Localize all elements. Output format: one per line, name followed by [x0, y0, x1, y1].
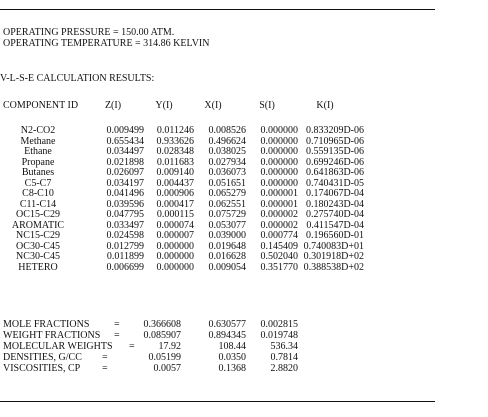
- table-cell-k: 0.740431D-05: [305, 177, 364, 189]
- component-name: OC15-C29: [16, 209, 60, 220]
- table-cell-x: 0.065279: [208, 188, 246, 199]
- summary-value: 108.44: [218, 341, 246, 352]
- table-cell-z: 0.006699: [106, 261, 144, 273]
- summary-value: 536.34: [270, 341, 298, 352]
- table-cell-s: 0.000000: [260, 167, 298, 178]
- table-cell-s: 0.000000: [260, 177, 298, 189]
- table-cell-k: 0.710965D-06: [305, 135, 364, 147]
- table-cell-z: 0.041496: [106, 188, 144, 199]
- table-cell-s: 0.000000: [260, 146, 298, 157]
- operating-temperature-line: OPERATING TEMPERATURE = 314.86 KELVIN: [3, 38, 210, 49]
- table-cell-k: 0.641863D-06: [305, 167, 364, 178]
- column-header-k: K(I): [316, 100, 334, 111]
- summary-equals: =: [102, 363, 108, 374]
- table-cell-k: 0.275740D-04: [305, 209, 364, 220]
- summary-value: 0.0057: [153, 363, 181, 374]
- table-cell-k: 0.180243D-04: [305, 198, 364, 210]
- table-cell-y: 0.000074: [156, 219, 194, 231]
- summary-equals: =: [102, 352, 108, 363]
- table-cell-s: 0.000000: [260, 156, 298, 168]
- summary-value: 17.92: [158, 341, 181, 352]
- table-cell-y: 0.933626: [156, 135, 194, 147]
- summary-value: 0.05199: [148, 352, 181, 363]
- table-cell-z: 0.039596: [106, 198, 144, 210]
- summary-value: 0.019748: [260, 330, 298, 341]
- table-cell-k: 0.699246D-06: [305, 156, 364, 168]
- table-cell-y: 0.000115: [156, 209, 194, 220]
- table-cell-x: 0.075729: [208, 209, 246, 220]
- component-name: C5-C7: [24, 177, 52, 189]
- component-name: NC15-C29: [16, 230, 60, 241]
- table-cell-s: 0.000001: [260, 198, 298, 210]
- component-name: Ethane: [24, 146, 52, 157]
- column-header-x: X(I): [204, 100, 222, 111]
- table-cell-x: 0.053077: [208, 219, 246, 231]
- table-cell-z: 0.012799: [106, 240, 144, 252]
- component-name: OC30-C45: [16, 240, 60, 252]
- summary-label: VISCOSITIES, CP: [3, 363, 81, 374]
- top-rule: [0, 9, 435, 10]
- table-cell-k: 0.301918D+02: [303, 251, 364, 262]
- summary-value: 0.0350: [218, 352, 246, 363]
- component-name: C11-C14: [19, 198, 57, 210]
- table-cell-k: 0.740083D+01: [303, 240, 364, 252]
- table-cell-y: 0.000000: [156, 251, 194, 262]
- table-cell-x: 0.036073: [208, 167, 246, 178]
- table-cell-s: 0.000774: [260, 230, 298, 241]
- table-cell-y: 0.000000: [156, 261, 194, 273]
- component-name: C8-C10: [22, 188, 54, 199]
- table-cell-z: 0.026097: [106, 167, 144, 178]
- summary-label: MOLE FRACTIONS: [3, 319, 90, 330]
- table-cell-z: 0.021898: [106, 156, 144, 168]
- table-cell-s: 0.351770: [260, 261, 298, 273]
- table-cell-x: 0.496624: [208, 135, 246, 147]
- table-cell-y: 0.000417: [156, 198, 194, 210]
- table-cell-y: 0.011683: [156, 156, 194, 168]
- table-cell-s: 0.145409: [260, 240, 298, 252]
- summary-value: 0.002815: [260, 319, 298, 330]
- table-cell-k: 0.388538D+02: [303, 261, 364, 273]
- table-cell-x: 0.039000: [208, 230, 246, 241]
- column-header-s: S(I): [259, 100, 275, 111]
- summary-equals: =: [129, 341, 135, 352]
- table-cell-k: 0.559135D-06: [305, 146, 364, 157]
- table-cell-k: 0.196560D-01: [305, 230, 364, 241]
- table-cell-y: 0.000007: [156, 230, 194, 241]
- summary-label: MOLECULAR WEIGHTS: [3, 341, 113, 352]
- operating-pressure-line: OPERATING PRESSURE = 150.00 ATM.: [3, 27, 175, 38]
- summary-value: 0.085907: [143, 330, 181, 341]
- column-header-z: Z(I): [104, 100, 122, 111]
- table-cell-k: 0.411547D-04: [306, 219, 364, 231]
- summary-equals: =: [114, 319, 120, 330]
- table-cell-z: 0.034197: [106, 177, 144, 189]
- table-cell-z: 0.655434: [106, 135, 144, 147]
- component-name: Propane: [21, 156, 55, 168]
- table-cell-z: 0.034497: [106, 146, 144, 157]
- summary-label: DENSITIES, G/CC: [3, 352, 82, 363]
- table-cell-y: 0.011246: [156, 125, 194, 136]
- summary-value: 0.894345: [208, 330, 246, 341]
- summary-equals: =: [114, 330, 120, 341]
- component-name: HETERO: [18, 261, 58, 273]
- table-cell-k: 0.833209D-06: [305, 125, 364, 136]
- table-cell-y: 0.000000: [156, 240, 194, 252]
- table-cell-z: 0.024598: [106, 230, 144, 241]
- summary-value: 0.1368: [218, 363, 246, 374]
- table-cell-s: 0.000000: [260, 135, 298, 147]
- table-cell-y: 0.000906: [156, 188, 194, 199]
- table-cell-x: 0.009054: [208, 261, 246, 273]
- table-cell-x: 0.027934: [208, 156, 246, 168]
- table-cell-y: 0.004437: [156, 177, 194, 189]
- table-cell-s: 0.502040: [260, 251, 298, 262]
- summary-value: 0.366608: [143, 319, 181, 330]
- table-cell-x: 0.038025: [208, 146, 246, 157]
- table-cell-y: 0.009140: [156, 167, 194, 178]
- column-header-y: Y(I): [155, 100, 173, 111]
- table-cell-z: 0.047795: [106, 209, 144, 220]
- summary-value: 0.630577: [208, 319, 246, 330]
- table-cell-z: 0.033497: [106, 219, 144, 231]
- component-name: NC30-C45: [16, 251, 60, 262]
- table-cell-x: 0.016628: [208, 251, 246, 262]
- component-name: N2-CO2: [20, 125, 56, 136]
- component-name: AROMATIC: [11, 219, 65, 231]
- component-name: Methane: [20, 135, 56, 147]
- table-cell-k: 0.174067D-04: [305, 188, 364, 199]
- summary-value: 0.7814: [270, 352, 298, 363]
- results-title: V-L-S-E CALCULATION RESULTS:: [0, 73, 155, 84]
- table-cell-x: 0.008526: [208, 125, 246, 136]
- bottom-rule: [0, 401, 435, 402]
- summary-label: WEIGHT FRACTIONS: [3, 330, 101, 341]
- table-cell-s: 0.000002: [260, 209, 298, 220]
- table-cell-s: 0.000002: [260, 219, 298, 231]
- table-cell-x: 0.019648: [208, 240, 246, 252]
- table-cell-x: 0.062551: [208, 198, 246, 210]
- table-cell-s: 0.000001: [260, 188, 298, 199]
- table-cell-x: 0.051651: [208, 177, 246, 189]
- table-cell-z: 0.011899: [106, 251, 144, 262]
- table-cell-z: 0.009499: [106, 125, 144, 136]
- summary-value: 2.8820: [270, 363, 298, 374]
- table-cell-y: 0.028348: [156, 146, 194, 157]
- component-name: Butanes: [21, 167, 55, 178]
- table-cell-s: 0.000000: [260, 125, 298, 136]
- column-header-component-id: COMPONENT ID: [3, 100, 79, 111]
